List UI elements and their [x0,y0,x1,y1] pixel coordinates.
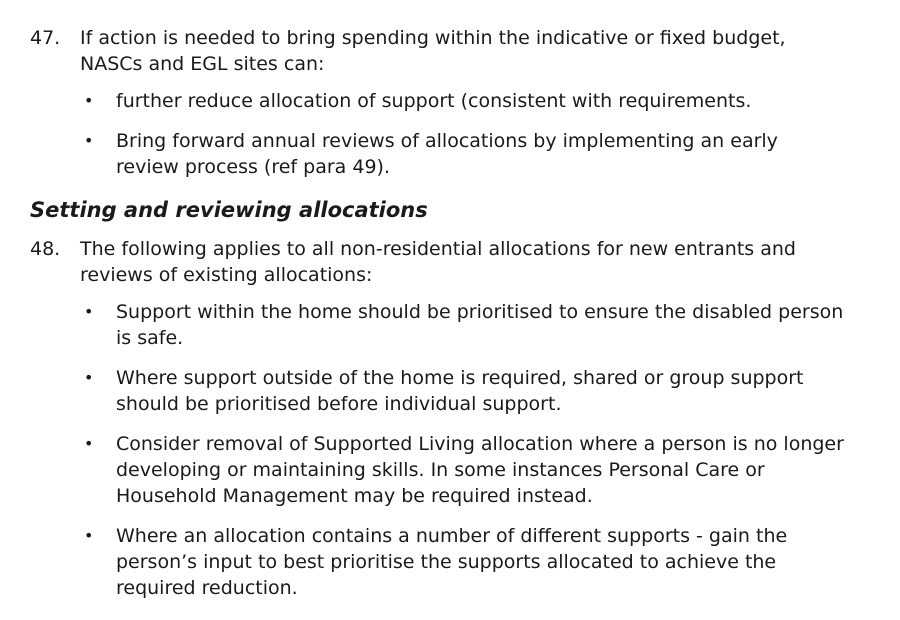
section-heading: Setting and reviewing allocations [30,198,428,222]
bullet-text: Household Management may be required instead. [116,485,593,507]
paragraph-number: 47. [30,27,61,49]
paragraph-number: 48. [30,238,61,260]
paragraph-text [80,25,870,77]
paragraph-47 [30,25,870,77]
bullet-text: Consider removal of Supported Living allocation where a person is no longer [116,433,844,455]
bullet-icon: • [84,368,94,387]
paragraph-48-bullet-list [84,299,874,601]
bullet-text: should be prioritised before individual support. [116,393,562,415]
bullet-item [84,128,874,180]
bullet-text: Where an allocation contains a number of different supports - gain the [116,525,788,547]
bullet-text: is safe. [116,327,184,349]
bullet-text: Support within the home should be prioritised to ensure the disabled person [116,301,844,323]
paragraph-text [80,236,870,288]
paragraph-48 [30,236,870,288]
bullet-item [84,88,874,114]
bullet-item [84,523,874,601]
paragraph-47-bullet-list [84,88,874,180]
bullet-text: developing or maintaining skills. In some instances Personal Care or [116,459,765,481]
bullet-icon: • [84,131,94,150]
paragraph-line: NASCs and EGL sites can: [80,53,325,75]
bullet-item [84,365,874,417]
bullet-icon: • [84,91,94,110]
bullet-item [84,299,874,351]
bullet-text: further reduce allocation of support (consistent with requirements. [116,90,752,112]
bullet-icon: • [84,302,94,321]
bullet-text: person’s input to best prioritise the supports allocated to achieve the [116,551,777,573]
bullet-icon: • [84,434,94,453]
bullet-text: review process (ref para 49). [116,156,390,178]
bullet-item [84,431,874,509]
paragraph-line: reviews of existing allocations: [80,264,373,286]
paragraph-line: If action is needed to bring spending within the indicative or fixed budget, [80,27,786,49]
bullet-text: required reduction. [116,577,298,599]
bullet-text: Bring forward annual reviews of allocations by implementing an early [116,130,778,152]
bullet-icon: • [84,526,94,545]
paragraph-line: The following applies to all non-residential allocations for new entrants and [80,238,796,260]
bullet-text: Where support outside of the home is required, shared or group support [116,367,804,389]
